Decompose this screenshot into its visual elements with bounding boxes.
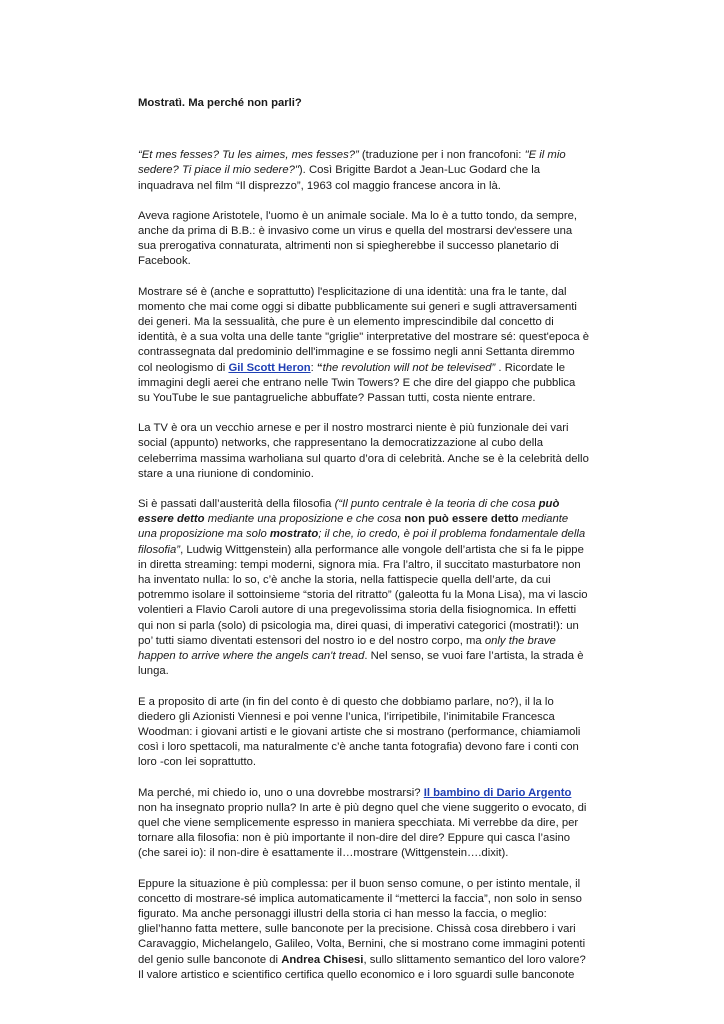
text-span: . Ricordate le immagini degli aerei che entrano nelle Twin Towers? E che dire del giappo che pubblica su YouTube le sue pantagrueliche abbuffate? Passan tutti, costa niente entrare.: [138, 361, 576, 405]
paragraph-8: [138, 877, 590, 983]
page-title: Mostratì. Ma perché non parli?: [138, 97, 302, 109]
text-span: :: [310, 361, 317, 374]
text-span: , Ludwig Wittgenstein) alla performance alle vongole dell’artista che si fa le pippe in diretta streaming: tempi moderni, signora mia. Fra l’altro, il succitato masturbatore non ha inventato nulla: lo so, c’è anche la storia, nella fattispecie quella dell’arte, da cui potremmo isolare il sottoinsieme “storia del ritratto” (galeotta fu la Mona Lisa), ma vi lascio volentieri a Flavio Caroli autore di una pregevolissima storia della fisiognomica. In effetti qui non si parla (solo) di psicologia ma, direi quasi, di imperativi categorici (mostrati!): un po’ tutti siamo diventati estensori del nostro io e del nostro corpo, ma: [138, 543, 588, 647]
text-span: Mostrare sé è (anche e soprattutto) l'esplicitazione di una identità: una fra le tante, dal momento che mai come oggi si dibatte pubblicamente sui generi e sugli attraversamenti dei generi. Ma la sessualità, che pure è un elemento imprescindibile dal concetto di identità, è a sua volta una delle tante "griglie" interpretative del mostrare sé: quest'epoca è contrassegnata dal predominio dell'immagine e se fossimo negli anni Settanta diremmo col neologismo di: [138, 285, 590, 374]
text-span: (traduzione per i non francofoni:: [358, 149, 525, 162]
emphasis-bold: non può essere detto: [404, 513, 519, 526]
quote-revolution: the revolution will not be televised”: [322, 361, 496, 374]
paragraph-5: [138, 497, 590, 679]
quote-translation: "E il mio sedere? Ti piace il mio sedere?": [138, 149, 566, 177]
text-span: non ha insegnato proprio nulla? In arte è più degno quel che viene suggerito o evocato, di quel che viene semplicemente espresso in maniera specchiata. Mi verrebbe da dire, per tornare alla filosofia: non è più importante il non-dire del dire? Eppure qui casca l’asino (che sarei io): il non-dire è esattamente il…mostrare (Wittgenstein….dixit).: [138, 801, 587, 860]
document-body: [138, 96, 590, 998]
text-span: Eppure la situazione è più complessa: per il buon senso comune, o per istinto mentale, il concetto di mostrare-sé implica automaticamente il “metterci la faccia”, non solo in senso figurato. Ma anche personaggi illustri della storia ci han messo la faccia, o meglio: gliel’hanno fatta mettere, sulle banconote per la precisione. Chissà cosa direbbero i vari Caravaggio, Michelangelo, Galileo, Volta, Bernini, che si mostrano come immagini potenti del genio sulle banconote di: [138, 877, 586, 966]
paragraph-2: Aveva ragione Aristotele, l'uomo è un animale sociale. Ma lo è a tutto tondo, da sempre, anche da prima di B.B.: è invasivo come un virus e quella del mostrarsi dev'essere una sua prerogativa connaturata, altrimenti non si spiegherebbe il successo planetario di Facebook.: [138, 209, 578, 268]
paragraph-7: [138, 786, 590, 862]
quote-wittgenstein: mediante una proposizione ma solo: [138, 513, 569, 541]
emphasis-bold: può essere detto: [138, 498, 560, 526]
quote-wittgenstein: (“Il punto centrale è la teoria di che cosa: [334, 498, 539, 511]
quote-wittgenstein: mediante una proposizione e che cosa: [204, 513, 405, 526]
text-span: , sullo slittamento semantico del loro valore? Il valore artistico e scientifico certifica quello economico e i loro sguardi sulle banconote: [138, 953, 586, 981]
text-span: Ma perché, mi chiedo io, uno o una dovrebbe mostrarsi?: [138, 786, 424, 799]
link-bambino-dario-argento[interactable]: Il bambino di Dario Argento: [423, 786, 572, 799]
text-span: Si è passati dall’austerità della filosofia: [138, 498, 335, 511]
bold-quote-mark: “: [316, 361, 323, 374]
paragraph-6: E a proposito di arte (in fin del conto è di questo che dobbiamo parlare, no?), il la lo diedero gli Azionisti Viennesi e poi venne l’unica, l’irripetibile, l’inimitabile Francesca Woodman: i giovani artisti e le giovani artiste che si mostrano (performance, chiamiamoli così i loro spettacoli, ma naturalmente c’è anche tanta fotografia) devono fare i conti con loro -con lei soprattutto.: [138, 695, 581, 769]
quote-wittgenstein: ; il che, io credo, è poi il problema fondamentale della filosofia”: [138, 528, 586, 556]
text-span: ). Così Brigitte Bardot a Jean-Luc Godard che la inquadrava nel film “Il disprezzo”, 1963 col maggio francese ancora in là.: [138, 164, 541, 192]
quote-bardot: “Et mes fesses? Tu les aimes, mes fesses?”: [138, 149, 359, 162]
text-span: . Nel senso, se vuoi fare l’artista, la strada è lunga.: [138, 650, 584, 678]
paragraph-4: La TV è ora un vecchio arnese e per il nostro mostrarci niente è più funzionale dei vari social (appunto) networks, che rappresentano la democratizzazione al cubo della celeberrima massima warholiana sul quarto d’ora di celebrità. Anche se è la celebrità dello stare a una riunione di condominio.: [138, 422, 589, 480]
link-gil-scott-heron[interactable]: Gil Scott Heron: [228, 361, 311, 374]
paragraph-3: [138, 285, 590, 407]
paragraph-1: [138, 148, 590, 194]
quote-english: only the brave happen to arrive where the angels can't tread: [138, 634, 556, 663]
name-andrea-chisesi: Andrea Chisesi: [281, 953, 364, 966]
emphasis-bold: mostrato: [269, 528, 319, 541]
